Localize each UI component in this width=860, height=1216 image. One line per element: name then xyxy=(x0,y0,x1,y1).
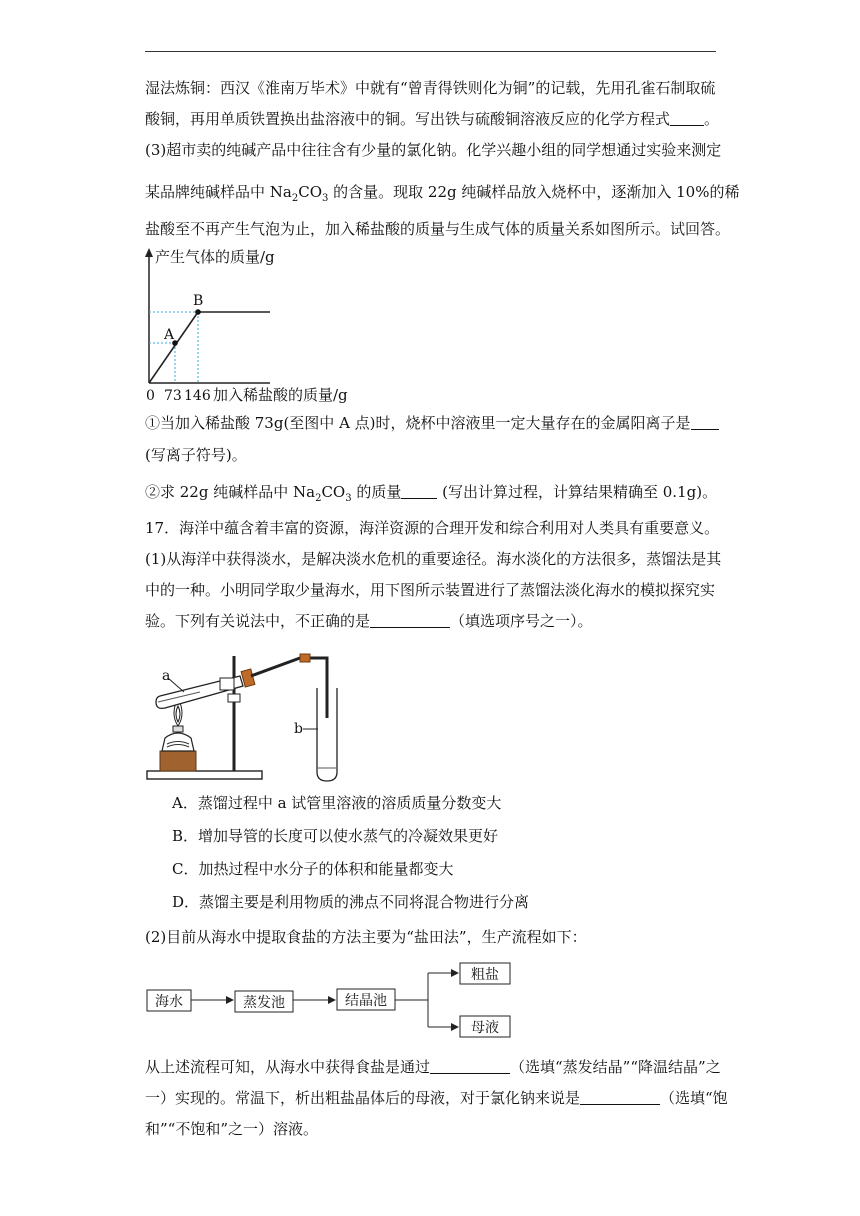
answer-blank[interactable] xyxy=(691,414,719,430)
label-a-pointer xyxy=(168,678,184,692)
text-line: 某品牌纯碱样品中 $Na_2CO_3$ 的含量。现取 22g 纯碱样品放入烧杯中，逐渐加入 10%的稀 xyxy=(145,183,740,204)
answer-blank[interactable] xyxy=(370,612,450,628)
x-tick-73: 73 xyxy=(164,388,182,404)
gas-mass-graph xyxy=(140,242,380,404)
clamp-lower xyxy=(228,694,240,702)
option-d[interactable]: D．蒸馏主要是利用物质的沸点不同将混合物进行分离 xyxy=(172,893,530,911)
y-axis-label: 产生气体的质量/g xyxy=(155,248,275,266)
header-rule xyxy=(145,51,716,52)
point-b xyxy=(195,309,201,315)
text-line: (2)目前从海水中提取食盐的方法主要为“盐田法”，生产流程如下： xyxy=(145,928,587,946)
text-line: ①当加入稀盐酸 73g(至图中 A 点)时，烧杯中溶液里一定大量存在的金属阳离子是 xyxy=(145,412,725,434)
text-line: 从上述流程可知，从海水中获得食盐是通过 （选填“蒸发结晶”“降温结晶”之 xyxy=(145,1058,721,1076)
box-mother-liquor-label: 母液 xyxy=(471,1020,499,1036)
option-c[interactable]: C．加热过程中水分子的体积和能量都变大 xyxy=(172,860,454,878)
distillation-apparatus xyxy=(140,648,360,786)
box-seawater-label: 海水 xyxy=(155,994,183,1010)
text-line: (3)超市卖的纯碱产品中往往含有少量的氯化钠。化学兴趣小组的同学想通过实验来测定 xyxy=(145,141,722,159)
box-crystallization-pond-label: 结晶池 xyxy=(345,993,387,1009)
point-a-label: A xyxy=(164,327,175,343)
answer-blank[interactable] xyxy=(401,483,437,499)
answer-blank[interactable] xyxy=(580,1089,660,1105)
text-line: 和”“不饱和”之一）溶液。 xyxy=(145,1120,319,1138)
text-line: (写离子符号)。 xyxy=(145,446,247,464)
question-17-heading: 17．海洋中蕴含着丰富的资源，海洋资源的合理开发和综合利用对人类具有重要意义。 xyxy=(145,519,720,537)
text-line: 湿法炼铜：西汉《淮南万毕术》中就有“曾青得铁则化为铜”的记载，先用孔雀石制取硫 xyxy=(145,79,716,97)
answer-blank[interactable] xyxy=(430,1058,510,1074)
reaction-line xyxy=(149,312,198,383)
option-b[interactable]: B．增加导管的长度可以使水蒸气的冷凝效果更好 xyxy=(172,827,499,845)
text-line: 一）实现的。常温下，析出粗盐晶体后的母液，对于氯化钠来说是 （选填“饱 xyxy=(145,1089,728,1107)
text-line: 酸铜，再用单质铁置换出盐溶液中的铜。写出铁与硫酸铜溶液反应的化学方程式 。 xyxy=(145,110,720,128)
text-line: (1)从海洋中获得淡水，是解决淡水危机的重要途径。海水淡化的方法很多，蒸馏法是其 xyxy=(145,550,722,568)
point-b-label: B xyxy=(193,293,204,309)
text-line: 盐酸至不再产生气泡为止，加入稀盐酸的质量与生成气体的质量关系如图所示。试回答。 xyxy=(145,220,731,238)
label-b: b xyxy=(294,721,303,737)
stand-base xyxy=(147,771,262,779)
delivery-tube xyxy=(251,658,327,718)
wood-block xyxy=(160,751,196,771)
text-line: 中的一种。小明同学取少量海水，用下图所示装置进行了蒸馏法淡化海水的模拟探究实 xyxy=(145,581,716,599)
text-line: ②求 22g 纯碱样品中 $Na_2CO_3$ 的质量 (写出计算过程，计算结果精确至 0.1g)。 xyxy=(145,483,718,504)
tube-joint xyxy=(300,654,310,662)
y-axis-arrow xyxy=(145,248,153,257)
salt-flow-diagram xyxy=(140,960,540,1042)
answer-blank[interactable] xyxy=(670,110,704,126)
option-a[interactable]: A．蒸馏过程中 a 试管里溶液的溶质质量分数变大 xyxy=(172,794,502,812)
box-crude-salt-label: 粗盐 xyxy=(471,967,499,983)
x-tick-146: 146 xyxy=(184,388,211,404)
label-a: a xyxy=(162,668,171,684)
x-axis-label: 加入稀盐酸的质量/g xyxy=(213,386,348,404)
clamp xyxy=(220,678,234,690)
origin-label: 0 xyxy=(146,388,155,404)
box-evaporation-pond-label: 蒸发池 xyxy=(243,995,285,1011)
text-line: 验。下列有关说法中，不正确的是 （填选项序号之一）。 xyxy=(145,612,593,630)
